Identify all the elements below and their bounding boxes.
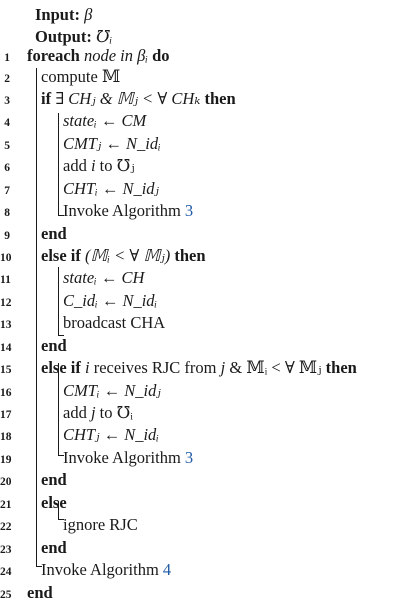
code-text: CMTⱼ ← N_idᵢ [63, 134, 161, 153]
line-number: 20 [0, 476, 12, 488]
code-text: ignore RJC [63, 515, 138, 534]
line-text [63, 380, 161, 402]
line-text [63, 200, 193, 222]
line-number: 2 [4, 73, 10, 85]
line-text [41, 88, 236, 110]
keyword: end [41, 336, 67, 355]
code-text: & 𝕄ᵢ < ∀ 𝕄ⱼ [225, 358, 322, 377]
line-text [63, 290, 157, 312]
keyword: end [41, 470, 67, 489]
line-number: 18 [0, 431, 12, 443]
keyword: end [27, 583, 53, 602]
line-number: 21 [0, 499, 12, 511]
algorithm-ref-link[interactable]: 3 [184, 201, 194, 220]
keyword: end [41, 538, 67, 557]
line-number: 22 [0, 521, 12, 533]
line-text [63, 178, 159, 200]
line-number: 19 [0, 454, 12, 466]
line-text [41, 223, 67, 245]
line-text [41, 357, 357, 379]
line-number: 17 [0, 409, 12, 421]
line-number: 25 [0, 589, 12, 601]
line-text [41, 469, 67, 491]
algorithm-line-12 [0, 290, 406, 312]
line-text [41, 559, 171, 581]
code-text: j [220, 358, 226, 377]
line-text [63, 312, 165, 334]
code-text: Invoke Algorithm [41, 560, 163, 579]
algorithm-ref-link[interactable]: 4 [162, 560, 172, 579]
algorithm-line-24 [0, 559, 406, 581]
algorithm-line-20 [0, 469, 406, 491]
code-text: stateᵢ ← CM [63, 111, 147, 130]
line-text [41, 66, 120, 88]
algorithm-line-14 [0, 335, 406, 357]
keyword: else if [41, 246, 85, 265]
code-text: to ℧ᵢ [95, 403, 134, 422]
keyword: then [170, 246, 206, 265]
algorithm-line-18 [0, 424, 406, 446]
line-text [63, 514, 138, 536]
line-number: 6 [4, 162, 10, 174]
output-label: Output: [35, 27, 92, 46]
line-number: 16 [0, 387, 12, 399]
line-text [63, 133, 161, 155]
input-label: Input: [35, 5, 80, 24]
code-text: Invoke Algorithm [63, 448, 185, 467]
code-text: CMTᵢ ← N_idⱼ [63, 381, 161, 400]
algorithm-line-2 [0, 66, 406, 88]
code-text: i [84, 358, 90, 377]
line-number: 24 [0, 566, 12, 578]
keyword: foreach [27, 46, 84, 65]
line-text [41, 335, 67, 357]
code-text: j [90, 403, 96, 422]
code-text: to ℧ⱼ [95, 156, 135, 175]
line-number: 9 [4, 230, 10, 242]
code-text: CHTⱼ ← N_idᵢ [63, 425, 159, 444]
algorithm-line-1 [0, 45, 406, 67]
keyword: then [321, 358, 357, 377]
algorithm-ref-link[interactable]: 3 [184, 448, 194, 467]
line-number: 7 [4, 185, 10, 197]
code-text: C_idᵢ ← N_idᵢ [63, 291, 158, 310]
algorithm-line-6 [0, 155, 406, 177]
code-text: Invoke Algorithm [63, 201, 185, 220]
line-number: 15 [0, 364, 12, 376]
keyword: else [41, 493, 67, 512]
algorithm-line-11 [0, 267, 406, 289]
algorithm-line-9 [0, 223, 406, 245]
algorithm-line-3 [0, 88, 406, 110]
code-text: broadcast CHA [63, 313, 166, 332]
line-number: 3 [4, 95, 10, 107]
line-text [27, 582, 53, 604]
algorithm-line-5 [0, 133, 406, 155]
keyword: else if [41, 358, 85, 377]
line-number: 10 [0, 252, 12, 264]
line-text [63, 110, 146, 132]
line-number: 14 [0, 342, 12, 354]
line-text [41, 245, 206, 267]
line-text [63, 402, 133, 424]
line-number: 12 [0, 297, 12, 309]
algorithm-line-8 [0, 200, 406, 222]
algorithm-line-10 [0, 245, 406, 267]
code-text: add [63, 403, 91, 422]
line-text [27, 45, 170, 67]
algorithm-line-15 [0, 357, 406, 379]
keyword: end [41, 224, 67, 243]
code-text: CHⱼ & 𝕄ⱼ < ∀ CHₖ [68, 89, 201, 108]
code-text: add [63, 156, 91, 175]
algorithm-line-23 [0, 537, 406, 559]
input-line [35, 4, 92, 26]
line-text [63, 447, 193, 469]
line-text [63, 155, 135, 177]
algorithm-line-13 [0, 312, 406, 334]
line-text [63, 424, 159, 446]
algorithm-line-22 [0, 514, 406, 536]
keyword: do [147, 46, 170, 65]
code-text: stateᵢ ← CH [63, 268, 145, 287]
algorithm-line-17 [0, 402, 406, 424]
code-text: i [90, 156, 96, 175]
line-number: 8 [4, 207, 10, 219]
line-number: 4 [4, 117, 10, 129]
algorithm-line-25 [0, 582, 406, 604]
keyword: if [41, 89, 56, 108]
code-text: node in β [83, 46, 146, 65]
line-number: 5 [4, 140, 10, 152]
algorithm-line-21 [0, 492, 406, 514]
line-number: 1 [4, 52, 10, 64]
code-text: compute 𝕄 [41, 67, 121, 86]
output-value: ℧ᵢ [95, 27, 113, 46]
line-text [41, 537, 67, 559]
algorithm-line-19 [0, 447, 406, 469]
algorithm-line-7 [0, 178, 406, 200]
code-text: ᵢ [145, 46, 148, 65]
keyword: then [200, 89, 236, 108]
input-value: β [84, 5, 93, 24]
line-text [41, 492, 67, 514]
code-text: ∃ [55, 89, 69, 108]
line-number: 23 [0, 544, 12, 556]
line-number: 13 [0, 319, 12, 331]
algorithm-line-4 [0, 110, 406, 132]
code-text: (𝕄ᵢ < ∀ 𝕄ⱼ) [84, 246, 171, 265]
code-text: CHTᵢ ← N_idⱼ [63, 179, 159, 198]
line-number: 11 [0, 274, 11, 286]
code-text: receives RJC from [89, 358, 221, 377]
algorithm-line-16 [0, 380, 406, 402]
line-text [63, 267, 144, 289]
